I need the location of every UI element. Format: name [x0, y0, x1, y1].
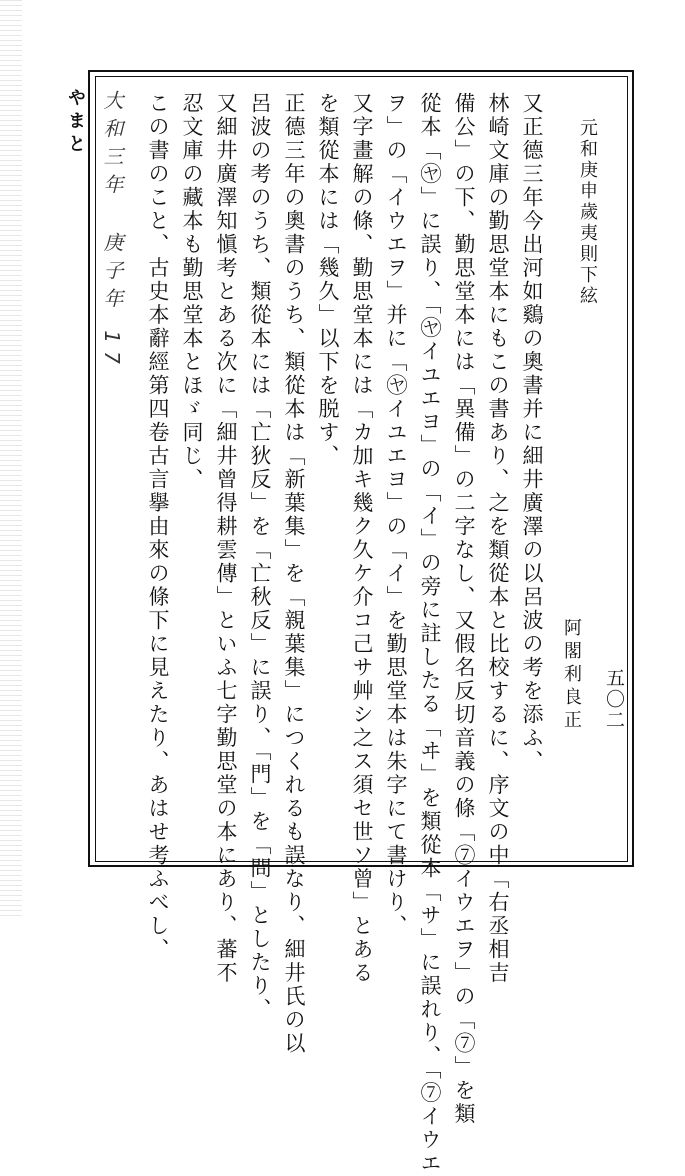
running-title: やまと [65, 88, 86, 157]
page-edge-shadow [0, 0, 22, 917]
handwritten-note: 大和三年 [100, 90, 124, 202]
text-column: 備公」の下、勤思堂本には「異備」の二字なし、又假名反切音義の條「⑦イウエヲ」の「⑦」を類 [452, 92, 476, 1126]
text-column: ヲ」の「イウエヲ」并に「㋳イユエヨ」の「イ」を勤思堂本は朱字にて書けり、 [384, 92, 408, 938]
text-column: この書のこと、古史本辭經第四卷古言擧由來の條下に見えたり、あはせ考ふべし、 [146, 92, 170, 962]
text-column: 呂波の考のうち、類從本には「亡狄反」を「亡秋反」に誤り、「門」を「問」としたり、 [248, 92, 272, 1022]
handwritten-note-number: 庚子年 17 [100, 232, 124, 372]
text-column: 從本「㋳」に誤り、「㋳イユエヨ」の「イ」の旁に註したる「ヰ」を類從本「サ」に誤れり、「⑦イウエ [418, 92, 442, 1176]
text-column: 忍文庫の藏本も勤思堂本とほゞ同じ、 [180, 92, 204, 492]
author-name: 阿閣利良正 [561, 618, 582, 733]
page-number: 五〇二 [603, 668, 625, 731]
section-heading: 元和庚申歲夷則下絃 [577, 118, 598, 307]
text-column: 林崎文庫の勤思堂本にもこの書あり、之を類從本と比校するに、序文の中「右丞相吉 [486, 92, 510, 985]
text-column: 又細井廣澤知愼考とある次に「細井曾得耕雲傳」といふ七字勤思堂の本にあり、蕃不 [214, 92, 238, 985]
text-column: 正德三年の奧書のうち、類從本は「新葉集」を「親葉集」につくれるも誤なり、細井氏の以 [282, 92, 306, 1056]
text-column: 又正德三年今出河如鷄の奧書并に細井廣澤の以呂波の考を添ふ、 [520, 92, 544, 774]
text-column: 又字畫解の條、勤思堂本には「カ加キ幾ク久ケ介コ己サ艸シ之ス須セ世ソ曾」とある [350, 92, 374, 985]
text-column: を類從本には「幾久」以下を脱す、 [316, 92, 340, 468]
